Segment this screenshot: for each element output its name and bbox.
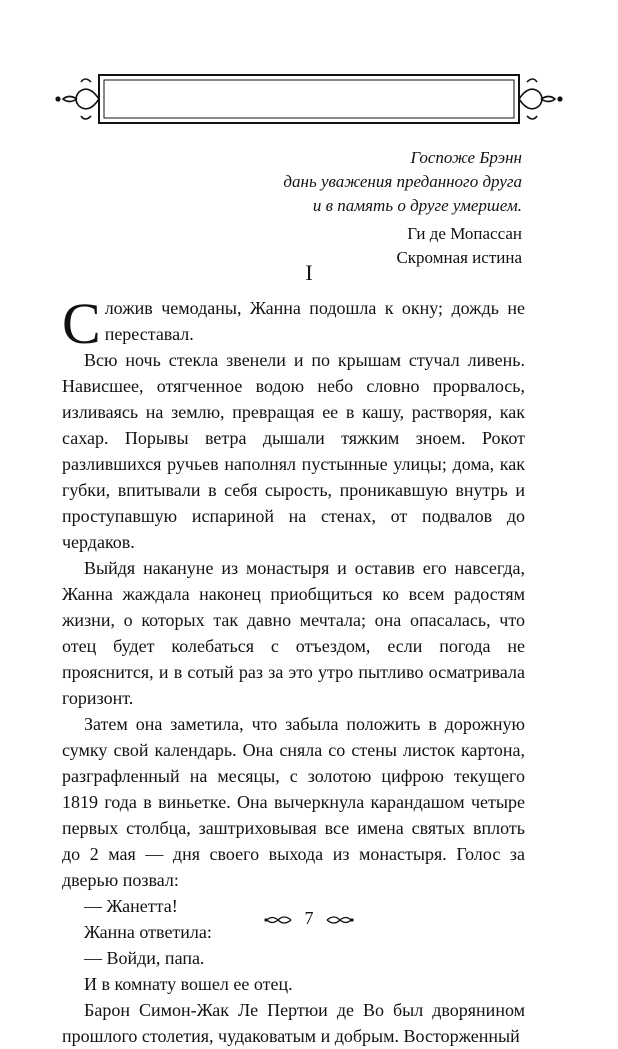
paragraph: Затем она заметила, что забыла положить в дорожную сумку свой календарь. Она сняла со стены листок картона, разграфленный на месяцы, с золотою цифрою текущего 1819 года в виньетке. Она вычеркнула карандашом четыре первых столбца, заштриховывая все имена святых вплоть до 2 мая — дня своего выхода из монастыря. Голос за дверью позвал: <box>62 714 525 890</box>
ornamental-header-frame <box>55 72 563 126</box>
right-fleuron-icon <box>326 913 354 927</box>
paragraph-text: ложив чемоданы, Жанна подошла к окну; дождь не переставал. <box>104 298 525 344</box>
paragraph: Барон Симон-Жак Ле Пертюи де Во был дворянином прошлого столетия, чудаковатым и добрым. Восторженный <box>62 1000 525 1046</box>
drop-cap: С <box>62 291 101 356</box>
left-fleuron-icon <box>264 913 292 927</box>
epigraph-source-title: Скромная истина <box>396 248 522 267</box>
right-flourish-icon <box>519 79 555 119</box>
dedication-line: Госпоже Брэнн <box>410 148 522 167</box>
body-text <box>62 291 525 1049</box>
page-footer <box>0 908 618 929</box>
left-flourish-icon <box>63 79 99 119</box>
paragraph <box>62 291 525 356</box>
paragraph: Всю ночь стекла звенели и по крышам стучал ливень. Нависшее, отягченное водою небо словно прорвалось, изливаясь на землю, превращая ее в кашу, растворяя, как сахар. Порывы ветра дышали тяжким зноем. Рокот разлившихся ручьев наполнял пустынные улицы; дома, как губки, впитывали в себя сырость, проникавшую внутрь и проступавшую испариной на стенах, от подвалов до чердаков. <box>62 350 525 552</box>
dedication-line: дань уважения преданного друга <box>283 172 522 191</box>
epigraph-author: Ги де Мопассан <box>407 224 522 243</box>
chapter-number: I <box>305 260 313 285</box>
dialogue-line: — Войди, папа. <box>84 948 205 968</box>
paragraph: Выйдя накануне из монастыря и оставив его навсегда, Жанна жаждала наконец приобщиться ко всем радостям жизни, о которых так давно мечтала; она опасалась, что отец будет колебаться с отъездом, если погода не прояснится, и в сотый раз за это утро пытливо осматривала горизонт. <box>62 558 525 708</box>
paragraph: Жанна ответила: <box>84 922 212 942</box>
paragraph: И в комнату вошел ее отец. <box>84 974 293 994</box>
dialogue-line: — Жанетта! <box>84 896 178 916</box>
epigraph <box>283 146 522 270</box>
dedication-line: и в память о друге умершем. <box>312 196 522 215</box>
page-number: 7 <box>304 908 314 928</box>
